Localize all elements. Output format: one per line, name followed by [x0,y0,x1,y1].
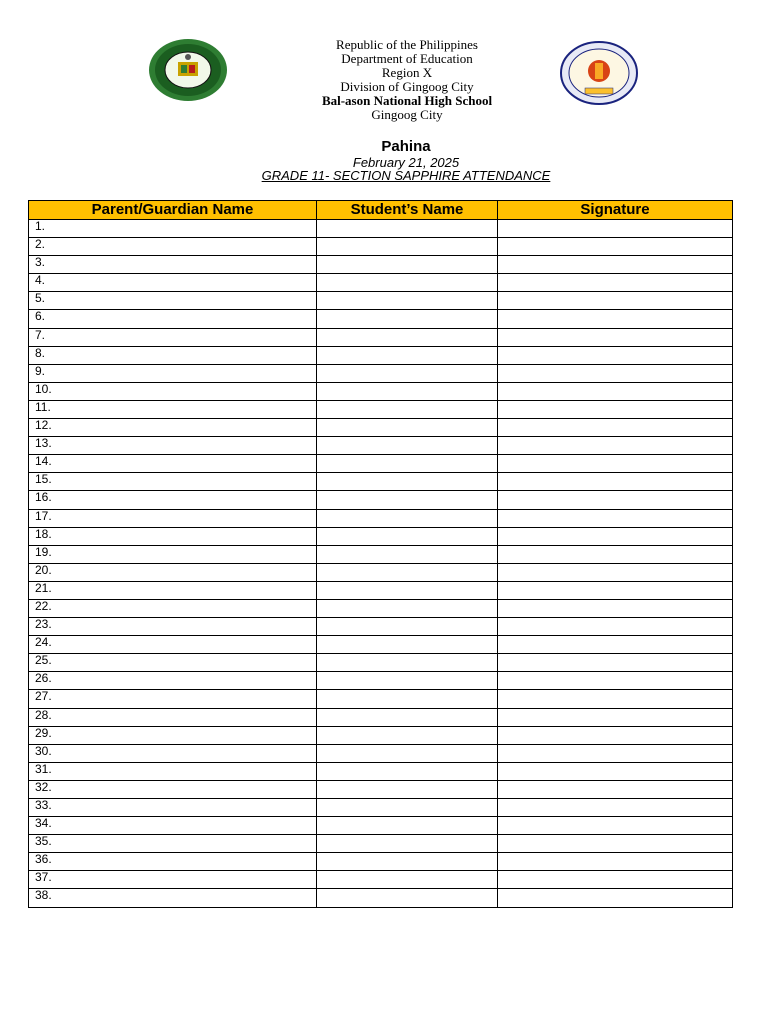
student-name-cell[interactable] [317,871,498,889]
student-name-cell[interactable] [317,636,498,654]
table-row [29,310,733,328]
parent-name-cell[interactable]: 12. [29,419,317,437]
student-name-cell[interactable] [317,509,498,527]
table-row [29,726,733,744]
signature-cell[interactable] [498,690,733,708]
signature-cell[interactable] [498,853,733,871]
parent-name-cell[interactable]: 29. [29,726,317,744]
signature-cell[interactable] [498,654,733,672]
parent-name-cell[interactable]: 37. [29,871,317,889]
column-header-parent: Parent/Guardian Name [29,201,317,220]
parent-name-cell[interactable]: 13. [29,437,317,455]
student-name-cell[interactable] [317,762,498,780]
table-row [29,292,733,310]
column-header-signature: Signature [498,201,733,220]
table-row [29,509,733,527]
table-row [29,853,733,871]
signature-cell[interactable] [498,491,733,509]
header-line-republic: Republic of the Philippines [336,37,478,52]
table-row [29,690,733,708]
student-name-cell[interactable] [317,473,498,491]
header-line-region: Region X [381,65,433,80]
student-name-cell[interactable] [317,437,498,455]
table-row [29,780,733,798]
table-row [29,419,733,437]
parent-name-cell[interactable]: 5. [29,292,317,310]
table-row [29,328,733,346]
document-date: February 21, 2025 [352,155,460,170]
parent-name-cell[interactable]: 18. [29,527,317,545]
signature-cell[interactable] [498,636,733,654]
signature-cell[interactable] [498,419,733,437]
parent-name-cell[interactable]: 25. [29,654,317,672]
parent-name-cell[interactable]: 21. [29,581,317,599]
table-row [29,256,733,274]
parent-name-cell[interactable]: 14. [29,455,317,473]
signature-cell[interactable] [498,744,733,762]
parent-name-cell[interactable]: 23. [29,618,317,636]
parent-name-cell[interactable]: 36. [29,853,317,871]
table-row [29,473,733,491]
student-name-cell[interactable] [317,726,498,744]
signature-cell[interactable] [498,437,733,455]
student-name-cell[interactable] [317,618,498,636]
student-name-cell[interactable] [317,889,498,907]
student-name-cell[interactable] [317,744,498,762]
table-row [29,346,733,364]
student-name-cell[interactable] [317,853,498,871]
table-row [29,708,733,726]
parent-name-cell[interactable]: 35. [29,835,317,853]
parent-name-cell[interactable]: 1. [29,220,317,238]
signature-cell[interactable] [498,835,733,853]
parent-name-cell[interactable]: 17. [29,509,317,527]
table-row [29,889,733,907]
table-row [29,545,733,563]
table-row [29,817,733,835]
student-name-cell[interactable] [317,220,498,238]
header-line-deped: Department of Education [341,51,473,66]
signature-cell[interactable] [498,400,733,418]
parent-name-cell[interactable]: 34. [29,817,317,835]
header-line-city: Gingoog City [371,107,443,122]
student-name-cell[interactable] [317,364,498,382]
division-seal-logo [559,41,639,105]
document-title: Pahina [381,138,431,155]
table-row [29,437,733,455]
column-header-student: Student’s Name [317,201,498,220]
signature-cell[interactable] [498,799,733,817]
parent-name-cell[interactable]: 4. [29,274,317,292]
table-header-row [29,201,733,220]
student-name-cell[interactable] [317,346,498,364]
parent-name-cell[interactable]: 11. [29,400,317,418]
student-name-cell[interactable] [317,817,498,835]
signature-cell[interactable] [498,581,733,599]
table-row [29,599,733,617]
student-name-cell[interactable] [317,581,498,599]
student-name-cell[interactable] [317,292,498,310]
student-name-cell[interactable] [317,491,498,509]
signature-cell[interactable] [498,545,733,563]
signature-cell[interactable] [498,871,733,889]
parent-name-cell[interactable]: 10. [29,382,317,400]
student-name-cell[interactable] [317,400,498,418]
signature-cell[interactable] [498,817,733,835]
school-name: Bal-ason National High School [321,93,493,108]
table-row [29,762,733,780]
signature-cell[interactable] [498,346,733,364]
signature-cell[interactable] [498,563,733,581]
header-line-division: Division of Gingoog City [340,79,474,94]
document-header [0,38,768,128]
table-row [29,491,733,509]
student-name-cell[interactable] [317,455,498,473]
document-subtitle: GRADE 11- SECTION SAPPHIRE ATTENDANCE [261,168,551,183]
signature-cell[interactable] [498,364,733,382]
student-name-cell[interactable] [317,527,498,545]
signature-cell[interactable] [498,382,733,400]
student-name-cell[interactable] [317,599,498,617]
student-name-cell[interactable] [317,708,498,726]
table-row [29,382,733,400]
student-name-cell[interactable] [317,310,498,328]
table-row [29,672,733,690]
signature-cell[interactable] [498,762,733,780]
parent-name-cell[interactable]: 24. [29,636,317,654]
table-row [29,364,733,382]
signature-cell[interactable] [498,328,733,346]
signature-cell[interactable] [498,726,733,744]
signature-cell[interactable] [498,509,733,527]
parent-name-cell[interactable]: 22. [29,599,317,617]
student-name-cell[interactable] [317,654,498,672]
signature-cell[interactable] [498,672,733,690]
signature-cell[interactable] [498,599,733,617]
parent-name-cell[interactable]: 20. [29,563,317,581]
signature-cell[interactable] [498,256,733,274]
table-row [29,835,733,853]
signature-cell[interactable] [498,292,733,310]
student-name-cell[interactable] [317,563,498,581]
table-row [29,455,733,473]
signature-cell[interactable] [498,220,733,238]
signature-cell[interactable] [498,708,733,726]
student-name-cell[interactable] [317,238,498,256]
parent-name-cell[interactable]: 7. [29,328,317,346]
signature-cell[interactable] [498,238,733,256]
table-row [29,871,733,889]
student-name-cell[interactable] [317,256,498,274]
table-row [29,220,733,238]
signature-cell[interactable] [498,780,733,798]
signature-cell[interactable] [498,618,733,636]
attendance-table [28,200,733,908]
parent-name-cell[interactable]: 26. [29,672,317,690]
school-seal-logo [148,38,228,102]
parent-name-cell[interactable]: 9. [29,364,317,382]
parent-name-cell[interactable]: 28. [29,708,317,726]
student-name-cell[interactable] [317,274,498,292]
parent-name-cell[interactable]: 6. [29,310,317,328]
table-row [29,563,733,581]
parent-name-cell[interactable]: 38. [29,889,317,907]
parent-name-cell[interactable]: 8. [29,346,317,364]
student-name-cell[interactable] [317,328,498,346]
signature-cell[interactable] [498,889,733,907]
parent-name-cell[interactable]: 16. [29,491,317,509]
table-row [29,581,733,599]
student-name-cell[interactable] [317,545,498,563]
student-name-cell[interactable] [317,672,498,690]
header-text-block [300,38,514,122]
table-row [29,618,733,636]
parent-name-cell[interactable]: 33. [29,799,317,817]
signature-cell[interactable] [498,455,733,473]
table-row [29,274,733,292]
student-name-cell[interactable] [317,690,498,708]
table-row [29,400,733,418]
table-row [29,744,733,762]
signature-cell[interactable] [498,274,733,292]
signature-cell[interactable] [498,473,733,491]
parent-name-cell[interactable]: 31. [29,762,317,780]
student-name-cell[interactable] [317,419,498,437]
student-name-cell[interactable] [317,780,498,798]
student-name-cell[interactable] [317,382,498,400]
table-row [29,636,733,654]
table-row [29,799,733,817]
signature-cell[interactable] [498,527,733,545]
parent-name-cell[interactable]: 32. [29,780,317,798]
signature-cell[interactable] [498,310,733,328]
parent-name-cell[interactable]: 27. [29,690,317,708]
student-name-cell[interactable] [317,799,498,817]
parent-name-cell[interactable]: 30. [29,744,317,762]
table-row [29,527,733,545]
parent-name-cell[interactable]: 19. [29,545,317,563]
student-name-cell[interactable] [317,835,498,853]
parent-name-cell[interactable]: 2. [29,238,317,256]
table-row [29,654,733,672]
table-row [29,238,733,256]
parent-name-cell[interactable]: 15. [29,473,317,491]
parent-name-cell[interactable]: 3. [29,256,317,274]
